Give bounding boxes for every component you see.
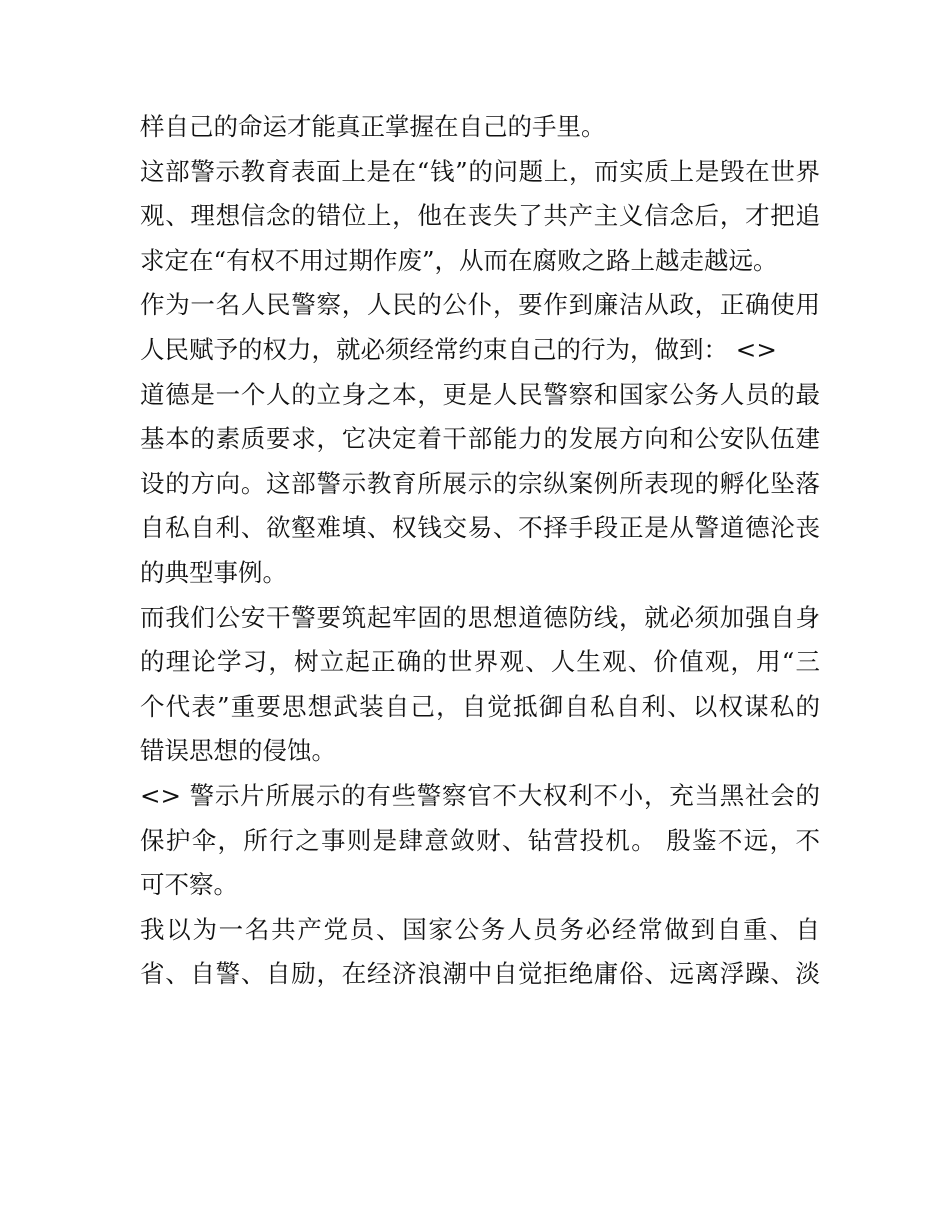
text-line: 的典型事例。: [140, 557, 287, 587]
text-line: 基本的素质要求，它决定着干部能力的发展方向和公安队伍建: [140, 424, 820, 454]
text-line: 样自己的命运才能真正掌握在自己的手里。: [140, 112, 606, 141]
text-line: 省、自警、自励，在经济浪潮中自觉拒绝庸俗、远离浮躁、淡: [140, 959, 820, 989]
text-line: 作为一名人民警察，人民的公仆，要作到廉洁从政，正确使用: [140, 290, 820, 320]
text-line: <> 警示片所展示的有些警察官不大权利不小，充当黑社会的: [140, 780, 820, 810]
text-line: 求定在“有权不用过期作废”，从而在腐败之路上越走越远。: [140, 245, 778, 275]
text-line: 错误思想的侵蚀。: [140, 736, 336, 766]
text-line: 而我们公安干警要筑起牢固的思想道德防线，就必须加强自身: [140, 602, 820, 632]
text-line: 人民赋予的权力，就必须经常约束自己的行为，做到： <>: [140, 334, 777, 364]
text-line: 自私自利、欲壑难填、权钱交易、不择手段正是从警道德沦丧: [140, 513, 820, 543]
text-line: 保护伞，所行之事则是肆意敛财、钻营投机。 殷鉴不远，不: [140, 825, 820, 855]
text-line: 这部警示教育表面上是在“钱”的问题上，而实质上是毁在世界: [140, 156, 820, 186]
text-line: 可不察。: [140, 870, 238, 900]
text-line: 设的方向。这部警示教育所展示的宗纵案例所表现的孵化坠落: [140, 468, 820, 498]
text-line: 我以为一名共产党员、国家公务人员务必经常做到自重、自: [140, 914, 820, 944]
body-text: [140, 105, 820, 997]
text-line: 观、理想信念的错位上，他在丧失了共产主义信念后，才把追: [140, 201, 820, 231]
text-line: 的理论学习，树立起正确的世界观、人生观、价值观，用“三: [140, 647, 820, 677]
text-line: 个代表”重要思想武装自己，自觉抵御自私自利、以权谋私的: [140, 691, 820, 721]
text-line: 道德是一个人的立身之本，更是人民警察和国家公务人员的最: [140, 379, 820, 409]
